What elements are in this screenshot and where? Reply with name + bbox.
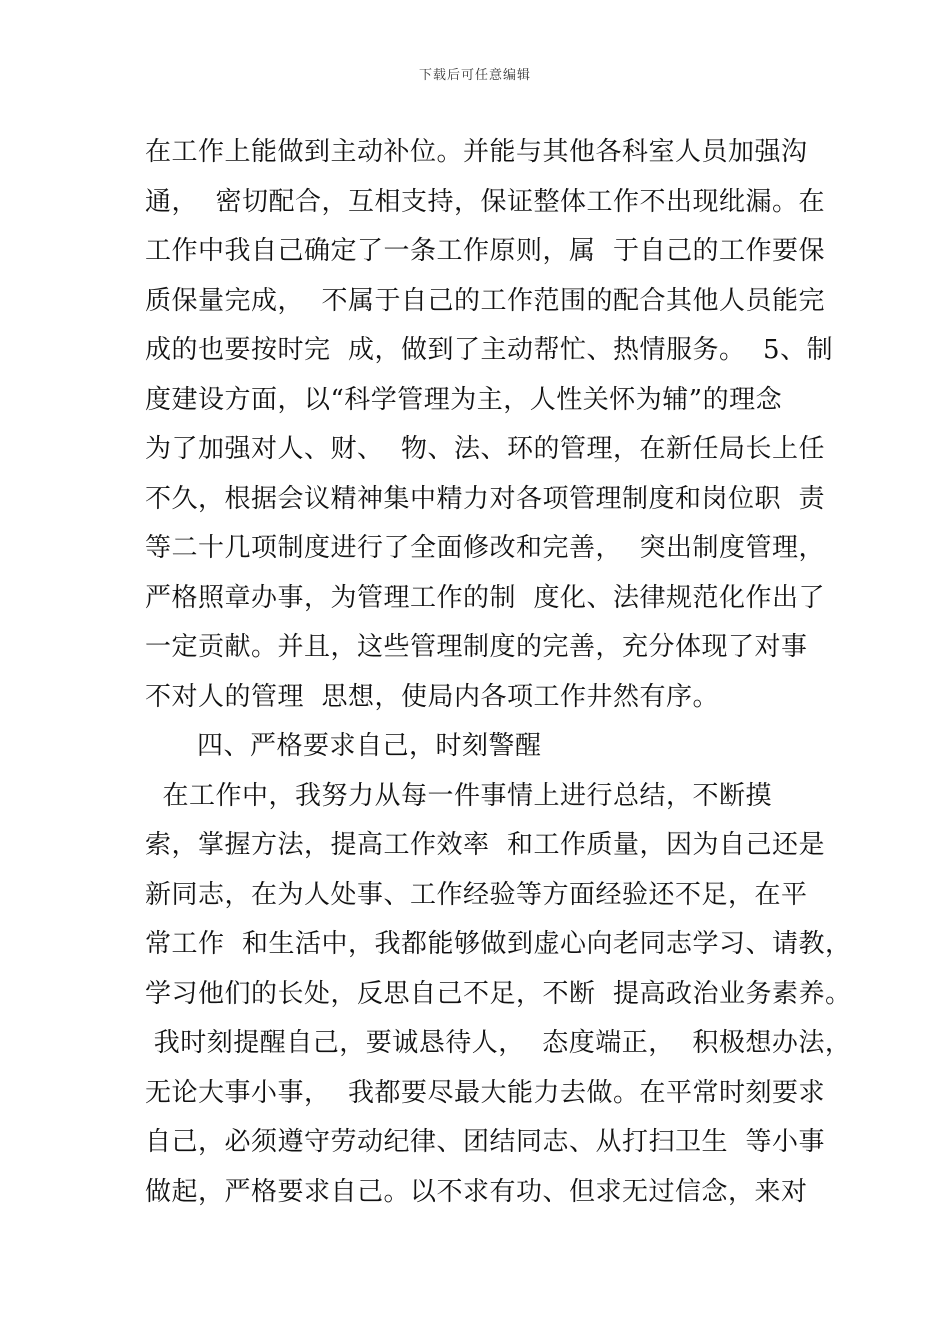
text-line: 度建设方面，以“科学管理为主，人性关怀为辅”的理念 <box>145 384 783 415</box>
section-heading: 四、严格要求自己，时刻警醒 <box>197 731 542 761</box>
text-line: 在工作中，我努力从每一件事情上进行总结，不断摸 <box>145 780 773 811</box>
text-line: 一定贡献。并且，这些管理制度的完善，充分体现了对事 <box>145 632 808 662</box>
page-header: 下载后可任意编辑 <box>418 68 531 83</box>
text-line: 通， 密切配合，互相支持，保证整体工作不出现纰漏。在 <box>145 186 826 217</box>
text-line: 不对人的管理 思想，使局内各项工作井然有序。 <box>145 681 720 712</box>
text-line: 学习他们的长处，反思自己不足，不断 提高政治业务素养。 <box>145 978 852 1009</box>
text-line: 严格照章办事，为管理工作的制 度化、法律规范化作出了 <box>145 582 826 613</box>
text-line: 常工作 和生活中，我都能够做到虚心向老同志学习、请教， <box>145 929 852 959</box>
document-body <box>145 128 852 1217</box>
text-line: 索，掌握方法，提高工作效率 和工作质量，因为自己还是 <box>145 830 826 860</box>
text-line: 等二十几项制度进行了全面修改和完善， 突出制度管理， <box>145 533 826 563</box>
text-line: 成的也要按时完 成，做到了主动帮忙、热情服务。 5、制 <box>145 335 834 365</box>
text-line: 工作中我自己确定了一条工作原则，属 于自己的工作要保 <box>145 236 826 266</box>
text-line: 无论大事小事， 我都要尽最大能力去做。在平常时刻要求 <box>145 1077 826 1108</box>
text-line: 自己，必须遵守劳动纪律、团结同志、从打扫卫生 等小事 <box>145 1127 826 1157</box>
text-line: 不久，根据会议精神集中精力对各项管理制度和岗位职 责 <box>145 483 826 514</box>
text-line: 质保量完成， 不属于自己的工作范围的配合其他人员能完 <box>145 285 826 316</box>
text-line: 在工作上能做到主动补位。并能与其他各科室人员加强沟 <box>145 137 808 167</box>
text-line: 新同志，在为人处事、工作经验等方面经验还不足，在平 <box>145 879 808 910</box>
text-line: 我时刻提醒自己，要诚恳待人， 态度端正， 积极想办法， <box>145 1028 852 1058</box>
text-line: 为了加强对人、财、 物、法、环的管理，在新任局长上任 <box>145 434 826 464</box>
text-line: 做起，严格要求自己。以不求有功、但求无过信念，来对 <box>145 1176 808 1207</box>
